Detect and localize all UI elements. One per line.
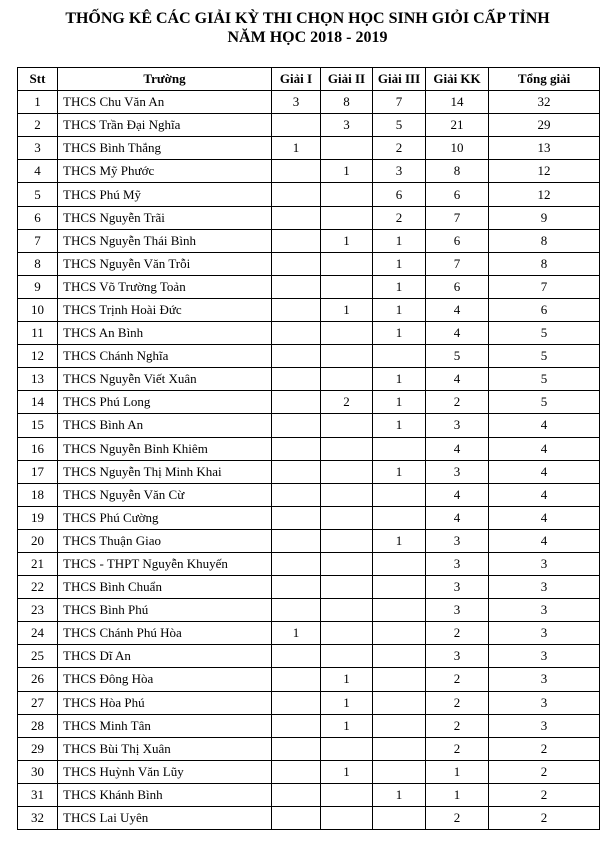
cell-stt: 7: [18, 229, 58, 252]
cell-truong: THCS Chánh Nghĩa: [58, 345, 272, 368]
cell-tong-giai: 2: [489, 783, 600, 806]
cell-stt: 11: [18, 322, 58, 345]
table-row: [18, 737, 600, 760]
cell-giai-3: [373, 483, 426, 506]
cell-truong: THCS Khánh Bình: [58, 783, 272, 806]
cell-stt: 29: [18, 737, 58, 760]
table-row: [18, 807, 600, 830]
cell-giai-3: 7: [373, 91, 426, 114]
cell-giai-2: 3: [321, 114, 373, 137]
cell-giai-3: [373, 345, 426, 368]
cell-stt: 12: [18, 345, 58, 368]
cell-giai-3: [373, 622, 426, 645]
cell-giai-3: [373, 506, 426, 529]
cell-stt: 3: [18, 137, 58, 160]
cell-tong-giai: 4: [489, 437, 600, 460]
table-row: [18, 322, 600, 345]
cell-tong-giai: 9: [489, 206, 600, 229]
table-row: [18, 206, 600, 229]
cell-giai-1: [272, 483, 321, 506]
cell-tong-giai: 3: [489, 576, 600, 599]
table-row: [18, 552, 600, 575]
cell-truong: THCS Trịnh Hoài Đức: [58, 298, 272, 321]
cell-giai-kk: 7: [426, 252, 489, 275]
cell-giai-2: [321, 137, 373, 160]
cell-truong: THCS Chu Văn An: [58, 91, 272, 114]
cell-giai-3: [373, 645, 426, 668]
cell-giai-kk: 3: [426, 414, 489, 437]
cell-stt: 21: [18, 552, 58, 575]
table-row: [18, 599, 600, 622]
cell-giai-1: [272, 552, 321, 575]
cell-giai-1: [272, 691, 321, 714]
cell-giai-1: [272, 668, 321, 691]
table-row: [18, 229, 600, 252]
cell-stt: 28: [18, 714, 58, 737]
cell-giai-kk: 2: [426, 391, 489, 414]
cell-giai-kk: 14: [426, 91, 489, 114]
cell-tong-giai: 8: [489, 252, 600, 275]
cell-giai-2: [321, 622, 373, 645]
cell-giai-kk: 2: [426, 714, 489, 737]
cell-stt: 27: [18, 691, 58, 714]
cell-truong: THCS Nguyễn Thái Bình: [58, 229, 272, 252]
cell-giai-kk: 4: [426, 368, 489, 391]
cell-giai-kk: 7: [426, 206, 489, 229]
page-title: THỐNG KÊ CÁC GIẢI KỲ THI CHỌN HỌC SINH GIỎI CẤP TỈNH: [65, 10, 550, 27]
cell-giai-2: 1: [321, 668, 373, 691]
cell-giai-2: [321, 576, 373, 599]
table-row: [18, 160, 600, 183]
cell-tong-giai: 3: [489, 645, 600, 668]
cell-giai-1: [272, 368, 321, 391]
cell-giai-3: 1: [373, 460, 426, 483]
cell-giai-kk: 4: [426, 298, 489, 321]
cell-giai-kk: 2: [426, 691, 489, 714]
table-row: [18, 714, 600, 737]
cell-giai-kk: 2: [426, 668, 489, 691]
cell-giai-3: [373, 691, 426, 714]
cell-truong: THCS Lai Uyên: [58, 807, 272, 830]
cell-giai-kk: 4: [426, 437, 489, 460]
cell-giai-1: [272, 714, 321, 737]
table-row: [18, 414, 600, 437]
cell-giai-3: 6: [373, 183, 426, 206]
cell-giai-2: 1: [321, 298, 373, 321]
cell-truong: THCS Mỹ Phước: [58, 160, 272, 183]
cell-tong-giai: 3: [489, 599, 600, 622]
header-row: [18, 68, 600, 91]
cell-truong: THCS Nguyễn Bỉnh Khiêm: [58, 437, 272, 460]
table-row: [18, 114, 600, 137]
cell-giai-2: 2: [321, 391, 373, 414]
cell-giai-1: [272, 783, 321, 806]
cell-giai-3: 1: [373, 529, 426, 552]
cell-giai-kk: 1: [426, 760, 489, 783]
cell-stt: 20: [18, 529, 58, 552]
cell-giai-3: 2: [373, 137, 426, 160]
cell-truong: THCS Phú Cường: [58, 506, 272, 529]
cell-tong-giai: 8: [489, 229, 600, 252]
table-row: [18, 275, 600, 298]
cell-truong: THCS Dĩ An: [58, 645, 272, 668]
cell-giai-1: [272, 760, 321, 783]
cell-giai-1: [272, 206, 321, 229]
cell-giai-3: [373, 599, 426, 622]
cell-giai-2: [321, 206, 373, 229]
cell-giai-kk: 10: [426, 137, 489, 160]
cell-giai-kk: 2: [426, 807, 489, 830]
cell-tong-giai: 13: [489, 137, 600, 160]
table-row: [18, 460, 600, 483]
cell-giai-1: [272, 807, 321, 830]
cell-giai-kk: 1: [426, 783, 489, 806]
cell-truong: THCS Thuận Giao: [58, 529, 272, 552]
cell-stt: 26: [18, 668, 58, 691]
cell-giai-kk: 8: [426, 160, 489, 183]
cell-stt: 24: [18, 622, 58, 645]
cell-giai-3: [373, 437, 426, 460]
cell-truong: THCS Bình An: [58, 414, 272, 437]
cell-truong: THCS Nguyễn Trãi: [58, 206, 272, 229]
cell-giai-kk: 5: [426, 345, 489, 368]
cell-truong: THCS Bình Thắng: [58, 137, 272, 160]
cell-giai-1: [272, 322, 321, 345]
cell-giai-2: [321, 737, 373, 760]
cell-tong-giai: 4: [489, 506, 600, 529]
header-truong: Trường: [58, 68, 272, 91]
cell-truong: THCS Nguyễn Viết Xuân: [58, 368, 272, 391]
cell-giai-2: [321, 275, 373, 298]
cell-stt: 32: [18, 807, 58, 830]
cell-tong-giai: 32: [489, 91, 600, 114]
cell-tong-giai: 6: [489, 298, 600, 321]
cell-giai-2: [321, 783, 373, 806]
table-row: [18, 483, 600, 506]
cell-giai-1: [272, 345, 321, 368]
cell-giai-1: [272, 252, 321, 275]
cell-giai-kk: 3: [426, 529, 489, 552]
cell-tong-giai: 3: [489, 622, 600, 645]
cell-giai-2: [321, 183, 373, 206]
cell-giai-1: [272, 229, 321, 252]
cell-tong-giai: 5: [489, 368, 600, 391]
header-giai-kk: Giải KK: [426, 68, 489, 91]
cell-stt: 22: [18, 576, 58, 599]
cell-giai-2: 1: [321, 760, 373, 783]
cell-stt: 2: [18, 114, 58, 137]
header-stt: Stt: [18, 68, 58, 91]
cell-tong-giai: 5: [489, 345, 600, 368]
cell-giai-2: [321, 807, 373, 830]
cell-giai-2: 1: [321, 160, 373, 183]
table-row: [18, 298, 600, 321]
table-row: [18, 576, 600, 599]
cell-giai-kk: 3: [426, 599, 489, 622]
table-row: [18, 760, 600, 783]
awards-table: [17, 67, 600, 830]
cell-truong: THCS Minh Tân: [58, 714, 272, 737]
cell-tong-giai: 12: [489, 160, 600, 183]
cell-truong: THCS Phú Mỹ: [58, 183, 272, 206]
cell-tong-giai: 3: [489, 668, 600, 691]
cell-giai-1: [272, 737, 321, 760]
cell-giai-1: [272, 576, 321, 599]
cell-giai-kk: 3: [426, 460, 489, 483]
cell-stt: 1: [18, 91, 58, 114]
cell-tong-giai: 5: [489, 322, 600, 345]
cell-giai-2: [321, 599, 373, 622]
cell-tong-giai: 5: [489, 391, 600, 414]
cell-truong: THCS Nguyễn Văn Trỗi: [58, 252, 272, 275]
cell-stt: 23: [18, 599, 58, 622]
cell-stt: 9: [18, 275, 58, 298]
cell-giai-3: [373, 576, 426, 599]
cell-giai-3: [373, 552, 426, 575]
cell-giai-2: [321, 483, 373, 506]
cell-giai-3: 1: [373, 368, 426, 391]
cell-stt: 31: [18, 783, 58, 806]
cell-tong-giai: 2: [489, 760, 600, 783]
cell-giai-3: 5: [373, 114, 426, 137]
cell-giai-kk: 2: [426, 737, 489, 760]
header-tong-giai: Tổng giải: [489, 68, 600, 91]
cell-truong: THCS Võ Trường Toản: [58, 275, 272, 298]
cell-stt: 15: [18, 414, 58, 437]
cell-giai-1: [272, 529, 321, 552]
cell-tong-giai: 12: [489, 183, 600, 206]
cell-giai-3: [373, 714, 426, 737]
cell-tong-giai: 3: [489, 552, 600, 575]
cell-truong: THCS Huỳnh Văn Lũy: [58, 760, 272, 783]
cell-tong-giai: 2: [489, 807, 600, 830]
cell-tong-giai: 29: [489, 114, 600, 137]
cell-tong-giai: 3: [489, 691, 600, 714]
cell-giai-1: [272, 506, 321, 529]
cell-giai-kk: 3: [426, 645, 489, 668]
cell-giai-1: [272, 160, 321, 183]
cell-truong: THCS Bình Phú: [58, 599, 272, 622]
cell-giai-3: 1: [373, 229, 426, 252]
cell-giai-1: 1: [272, 137, 321, 160]
cell-stt: 18: [18, 483, 58, 506]
page-subtitle: NĂM HỌC 2018 - 2019: [227, 29, 388, 46]
table-row: [18, 691, 600, 714]
cell-giai-2: [321, 645, 373, 668]
cell-giai-2: [321, 252, 373, 275]
cell-stt: 17: [18, 460, 58, 483]
cell-giai-2: [321, 529, 373, 552]
cell-giai-kk: 6: [426, 183, 489, 206]
cell-truong: THCS - THPT Nguyễn Khuyến: [58, 552, 272, 575]
cell-truong: THCS Bình Chuẩn: [58, 576, 272, 599]
cell-tong-giai: 4: [489, 529, 600, 552]
cell-giai-3: [373, 760, 426, 783]
cell-truong: THCS Bùi Thị Xuân: [58, 737, 272, 760]
table-body: [18, 91, 600, 830]
cell-giai-2: 8: [321, 91, 373, 114]
cell-giai-1: [272, 599, 321, 622]
cell-giai-1: [272, 183, 321, 206]
cell-giai-2: 1: [321, 229, 373, 252]
cell-giai-3: 1: [373, 414, 426, 437]
table-row: [18, 668, 600, 691]
cell-truong: THCS Phú Long: [58, 391, 272, 414]
table-row: [18, 183, 600, 206]
cell-tong-giai: 2: [489, 737, 600, 760]
table-row: [18, 783, 600, 806]
cell-giai-1: [272, 645, 321, 668]
table-row: [18, 437, 600, 460]
cell-giai-kk: 4: [426, 483, 489, 506]
cell-giai-kk: 6: [426, 275, 489, 298]
cell-giai-2: [321, 368, 373, 391]
table-row: [18, 252, 600, 275]
cell-truong: THCS Nguyễn Văn Cừ: [58, 483, 272, 506]
cell-giai-3: 1: [373, 322, 426, 345]
cell-giai-2: [321, 414, 373, 437]
cell-giai-2: 1: [321, 691, 373, 714]
cell-giai-3: 1: [373, 298, 426, 321]
cell-stt: 10: [18, 298, 58, 321]
cell-giai-2: [321, 322, 373, 345]
table-row: [18, 91, 600, 114]
cell-giai-kk: 6: [426, 229, 489, 252]
cell-giai-kk: 4: [426, 322, 489, 345]
cell-giai-1: [272, 275, 321, 298]
cell-stt: 16: [18, 437, 58, 460]
cell-giai-1: [272, 437, 321, 460]
cell-giai-1: [272, 460, 321, 483]
cell-stt: 6: [18, 206, 58, 229]
cell-truong: THCS Chánh Phú Hòa: [58, 622, 272, 645]
cell-giai-3: [373, 737, 426, 760]
header-giai-2: Giải II: [321, 68, 373, 91]
cell-giai-2: 1: [321, 714, 373, 737]
cell-giai-1: [272, 414, 321, 437]
cell-stt: 19: [18, 506, 58, 529]
cell-tong-giai: 4: [489, 483, 600, 506]
cell-giai-2: [321, 506, 373, 529]
cell-truong: THCS Đông Hòa: [58, 668, 272, 691]
cell-truong: THCS Nguyễn Thị Minh Khai: [58, 460, 272, 483]
cell-tong-giai: 4: [489, 460, 600, 483]
cell-giai-1: [272, 114, 321, 137]
cell-giai-kk: 21: [426, 114, 489, 137]
cell-stt: 8: [18, 252, 58, 275]
cell-stt: 5: [18, 183, 58, 206]
cell-stt: 30: [18, 760, 58, 783]
header-giai-3: Giải III: [373, 68, 426, 91]
cell-giai-3: 2: [373, 206, 426, 229]
table-row: [18, 622, 600, 645]
table-row: [18, 137, 600, 160]
cell-truong: THCS Trần Đại Nghĩa: [58, 114, 272, 137]
table-row: [18, 368, 600, 391]
table-row: [18, 506, 600, 529]
cell-giai-3: 3: [373, 160, 426, 183]
cell-giai-kk: 4: [426, 506, 489, 529]
cell-truong: THCS An Bình: [58, 322, 272, 345]
table-row: [18, 645, 600, 668]
cell-stt: 25: [18, 645, 58, 668]
cell-giai-kk: 2: [426, 622, 489, 645]
cell-tong-giai: 3: [489, 714, 600, 737]
cell-tong-giai: 4: [489, 414, 600, 437]
cell-tong-giai: 7: [489, 275, 600, 298]
cell-giai-3: [373, 807, 426, 830]
cell-giai-kk: 3: [426, 576, 489, 599]
cell-giai-2: [321, 345, 373, 368]
cell-giai-2: [321, 552, 373, 575]
table-row: [18, 345, 600, 368]
cell-stt: 14: [18, 391, 58, 414]
cell-giai-1: [272, 391, 321, 414]
cell-giai-kk: 3: [426, 552, 489, 575]
cell-giai-3: 1: [373, 783, 426, 806]
cell-giai-1: [272, 298, 321, 321]
table-row: [18, 529, 600, 552]
cell-giai-3: 1: [373, 275, 426, 298]
awards-table-container: [17, 67, 599, 830]
header-giai-1: Giải I: [272, 68, 321, 91]
cell-giai-3: 1: [373, 391, 426, 414]
cell-giai-2: [321, 460, 373, 483]
cell-giai-2: [321, 437, 373, 460]
cell-giai-1: 3: [272, 91, 321, 114]
cell-giai-1: 1: [272, 622, 321, 645]
table-row: [18, 391, 600, 414]
cell-giai-3: [373, 668, 426, 691]
cell-giai-3: 1: [373, 252, 426, 275]
cell-truong: THCS Hòa Phú: [58, 691, 272, 714]
cell-stt: 13: [18, 368, 58, 391]
cell-stt: 4: [18, 160, 58, 183]
